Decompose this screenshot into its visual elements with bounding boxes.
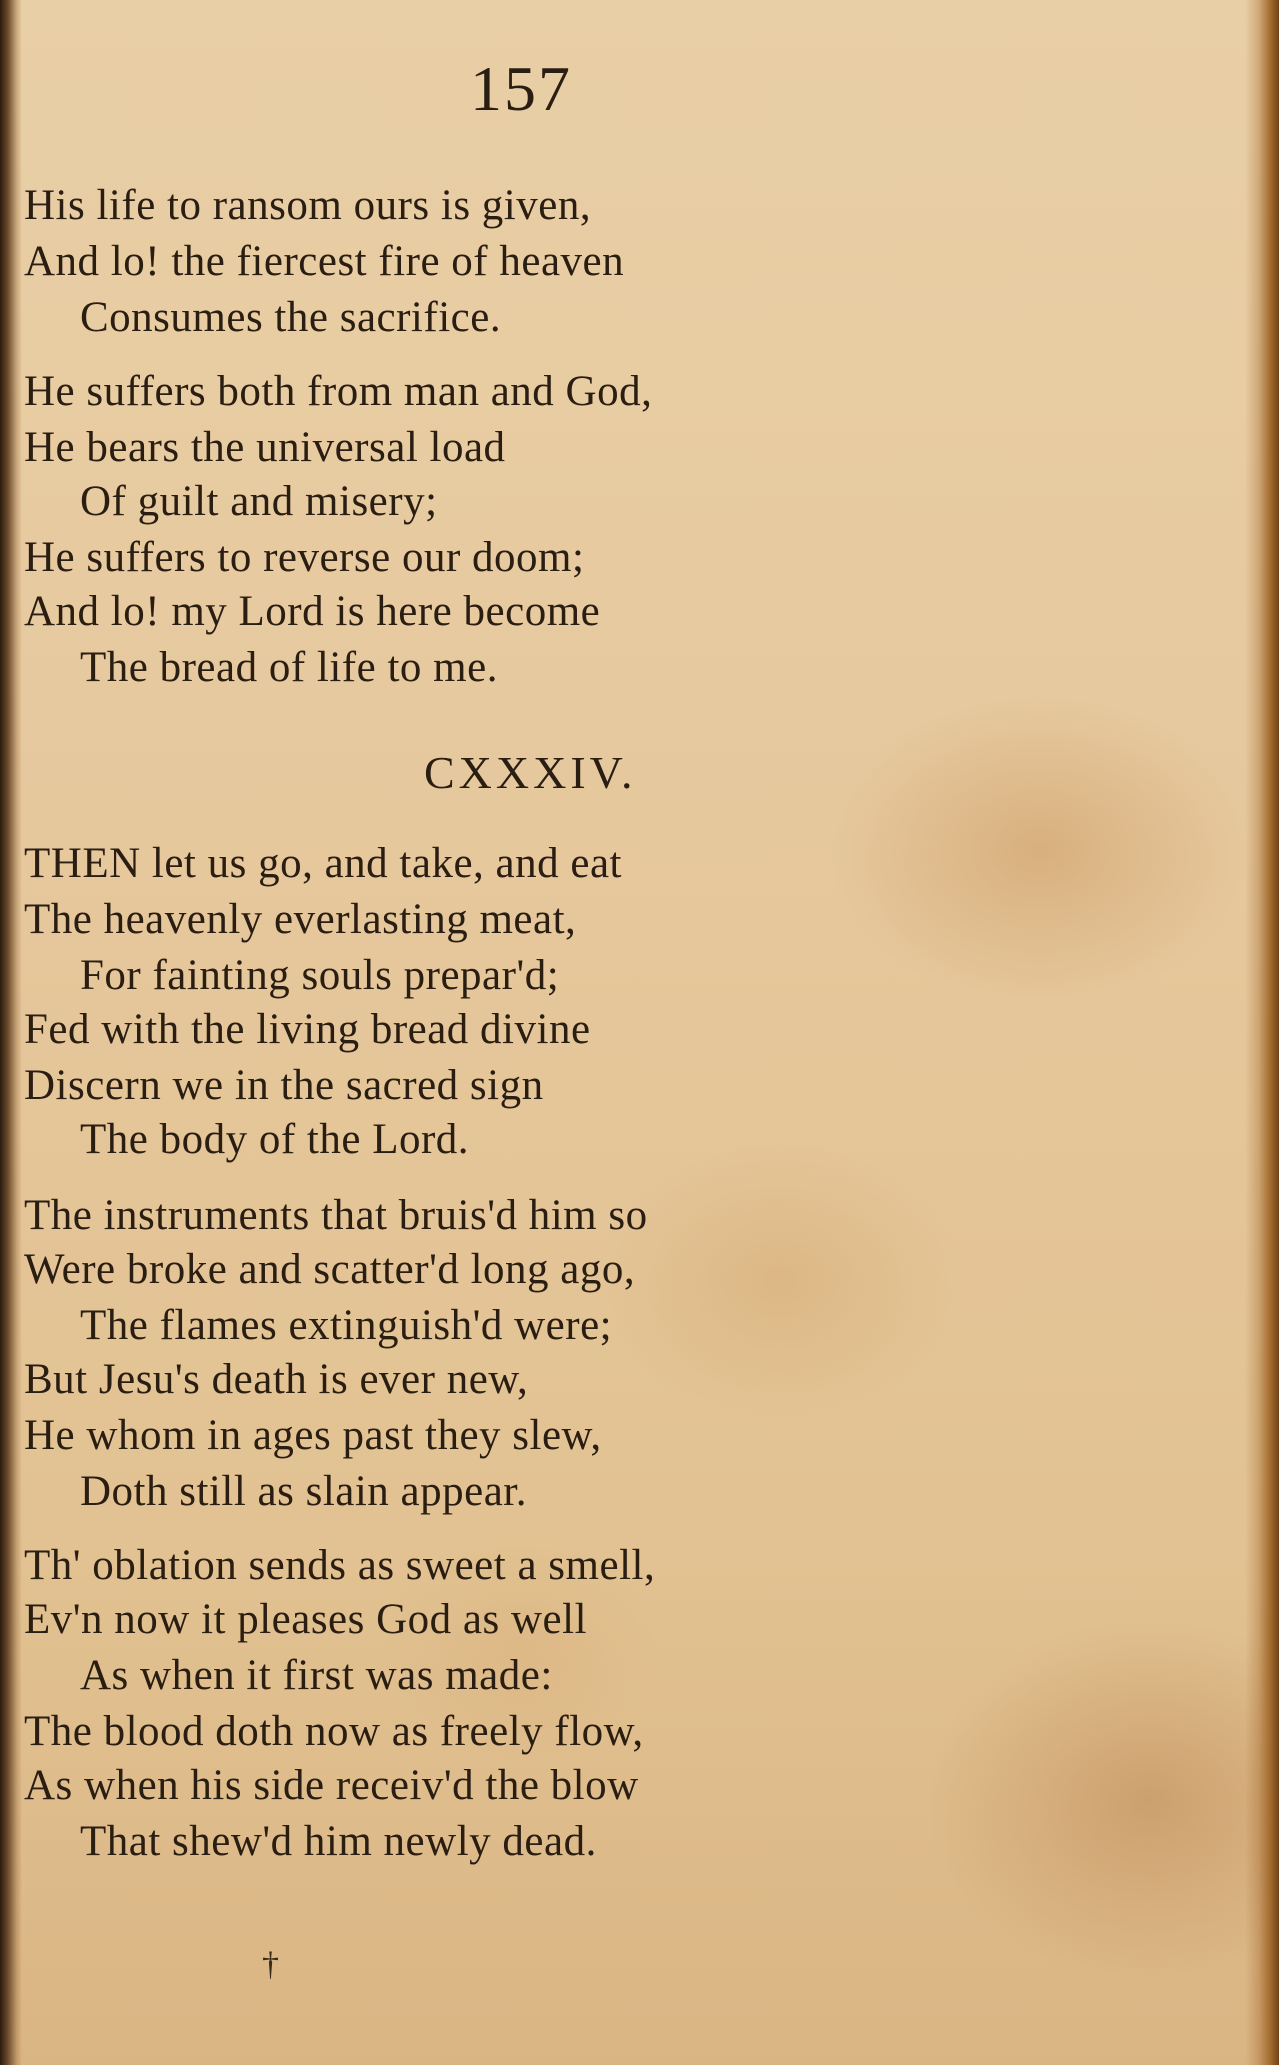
verse-line: For fainting souls prepar'd;	[80, 952, 560, 999]
verse-line: The instruments that bruis'd him so	[24, 1192, 648, 1239]
verse-line: The heavenly everlasting meat,	[24, 896, 577, 943]
verse-line: Were broke and scatter'd long ago,	[24, 1246, 636, 1293]
verse-line: As when it first was made:	[80, 1652, 553, 1699]
verse-line: The body of the Lord.	[80, 1116, 470, 1163]
verse-line: THEN let us go, and take, and eat	[24, 840, 623, 887]
verse-line: Discern we in the sacred sign	[24, 1062, 544, 1109]
verse-line: That shew'd him newly dead.	[80, 1818, 597, 1865]
verse-line: And lo! my Lord is here become	[24, 588, 601, 635]
verse-line: Fed with the living bread divine	[24, 1006, 591, 1053]
verse-line: As when his side receiv'd the blow	[24, 1762, 639, 1809]
signature-mark: †	[262, 1946, 279, 1983]
verse-line: The bread of life to me.	[80, 644, 498, 691]
verse-line: Ev'n now it pleases God as well	[24, 1596, 588, 1643]
page-edge	[1245, 0, 1279, 2065]
verse-line: Of guilt and misery;	[80, 478, 438, 525]
verse-line: But Jesu's death is ever new,	[24, 1356, 529, 1403]
verse-line: His life to ransom ours is given,	[24, 182, 592, 229]
verse-line: He bears the universal load	[24, 424, 506, 471]
verse-line: He suffers to reverse our doom;	[24, 534, 585, 581]
verse-line: He suffers both from man and God,	[24, 368, 653, 415]
verse-line: The flames extinguish'd were;	[80, 1302, 613, 1349]
verse-line: Th' oblation sends as sweet a smell,	[24, 1542, 656, 1589]
verse-line: And lo! the fiercest fire of heaven	[24, 238, 625, 285]
verse-line: Doth still as slain appear.	[80, 1468, 528, 1515]
binding-edge	[0, 0, 22, 2065]
verse-line: Consumes the sacrifice.	[80, 294, 502, 341]
verse-line: He whom in ages past they slew,	[24, 1412, 602, 1459]
page-number: 157	[470, 53, 572, 124]
verse-line: The blood doth now as freely flow,	[24, 1708, 644, 1755]
hymn-number-heading: CXXXIV.	[424, 747, 637, 798]
